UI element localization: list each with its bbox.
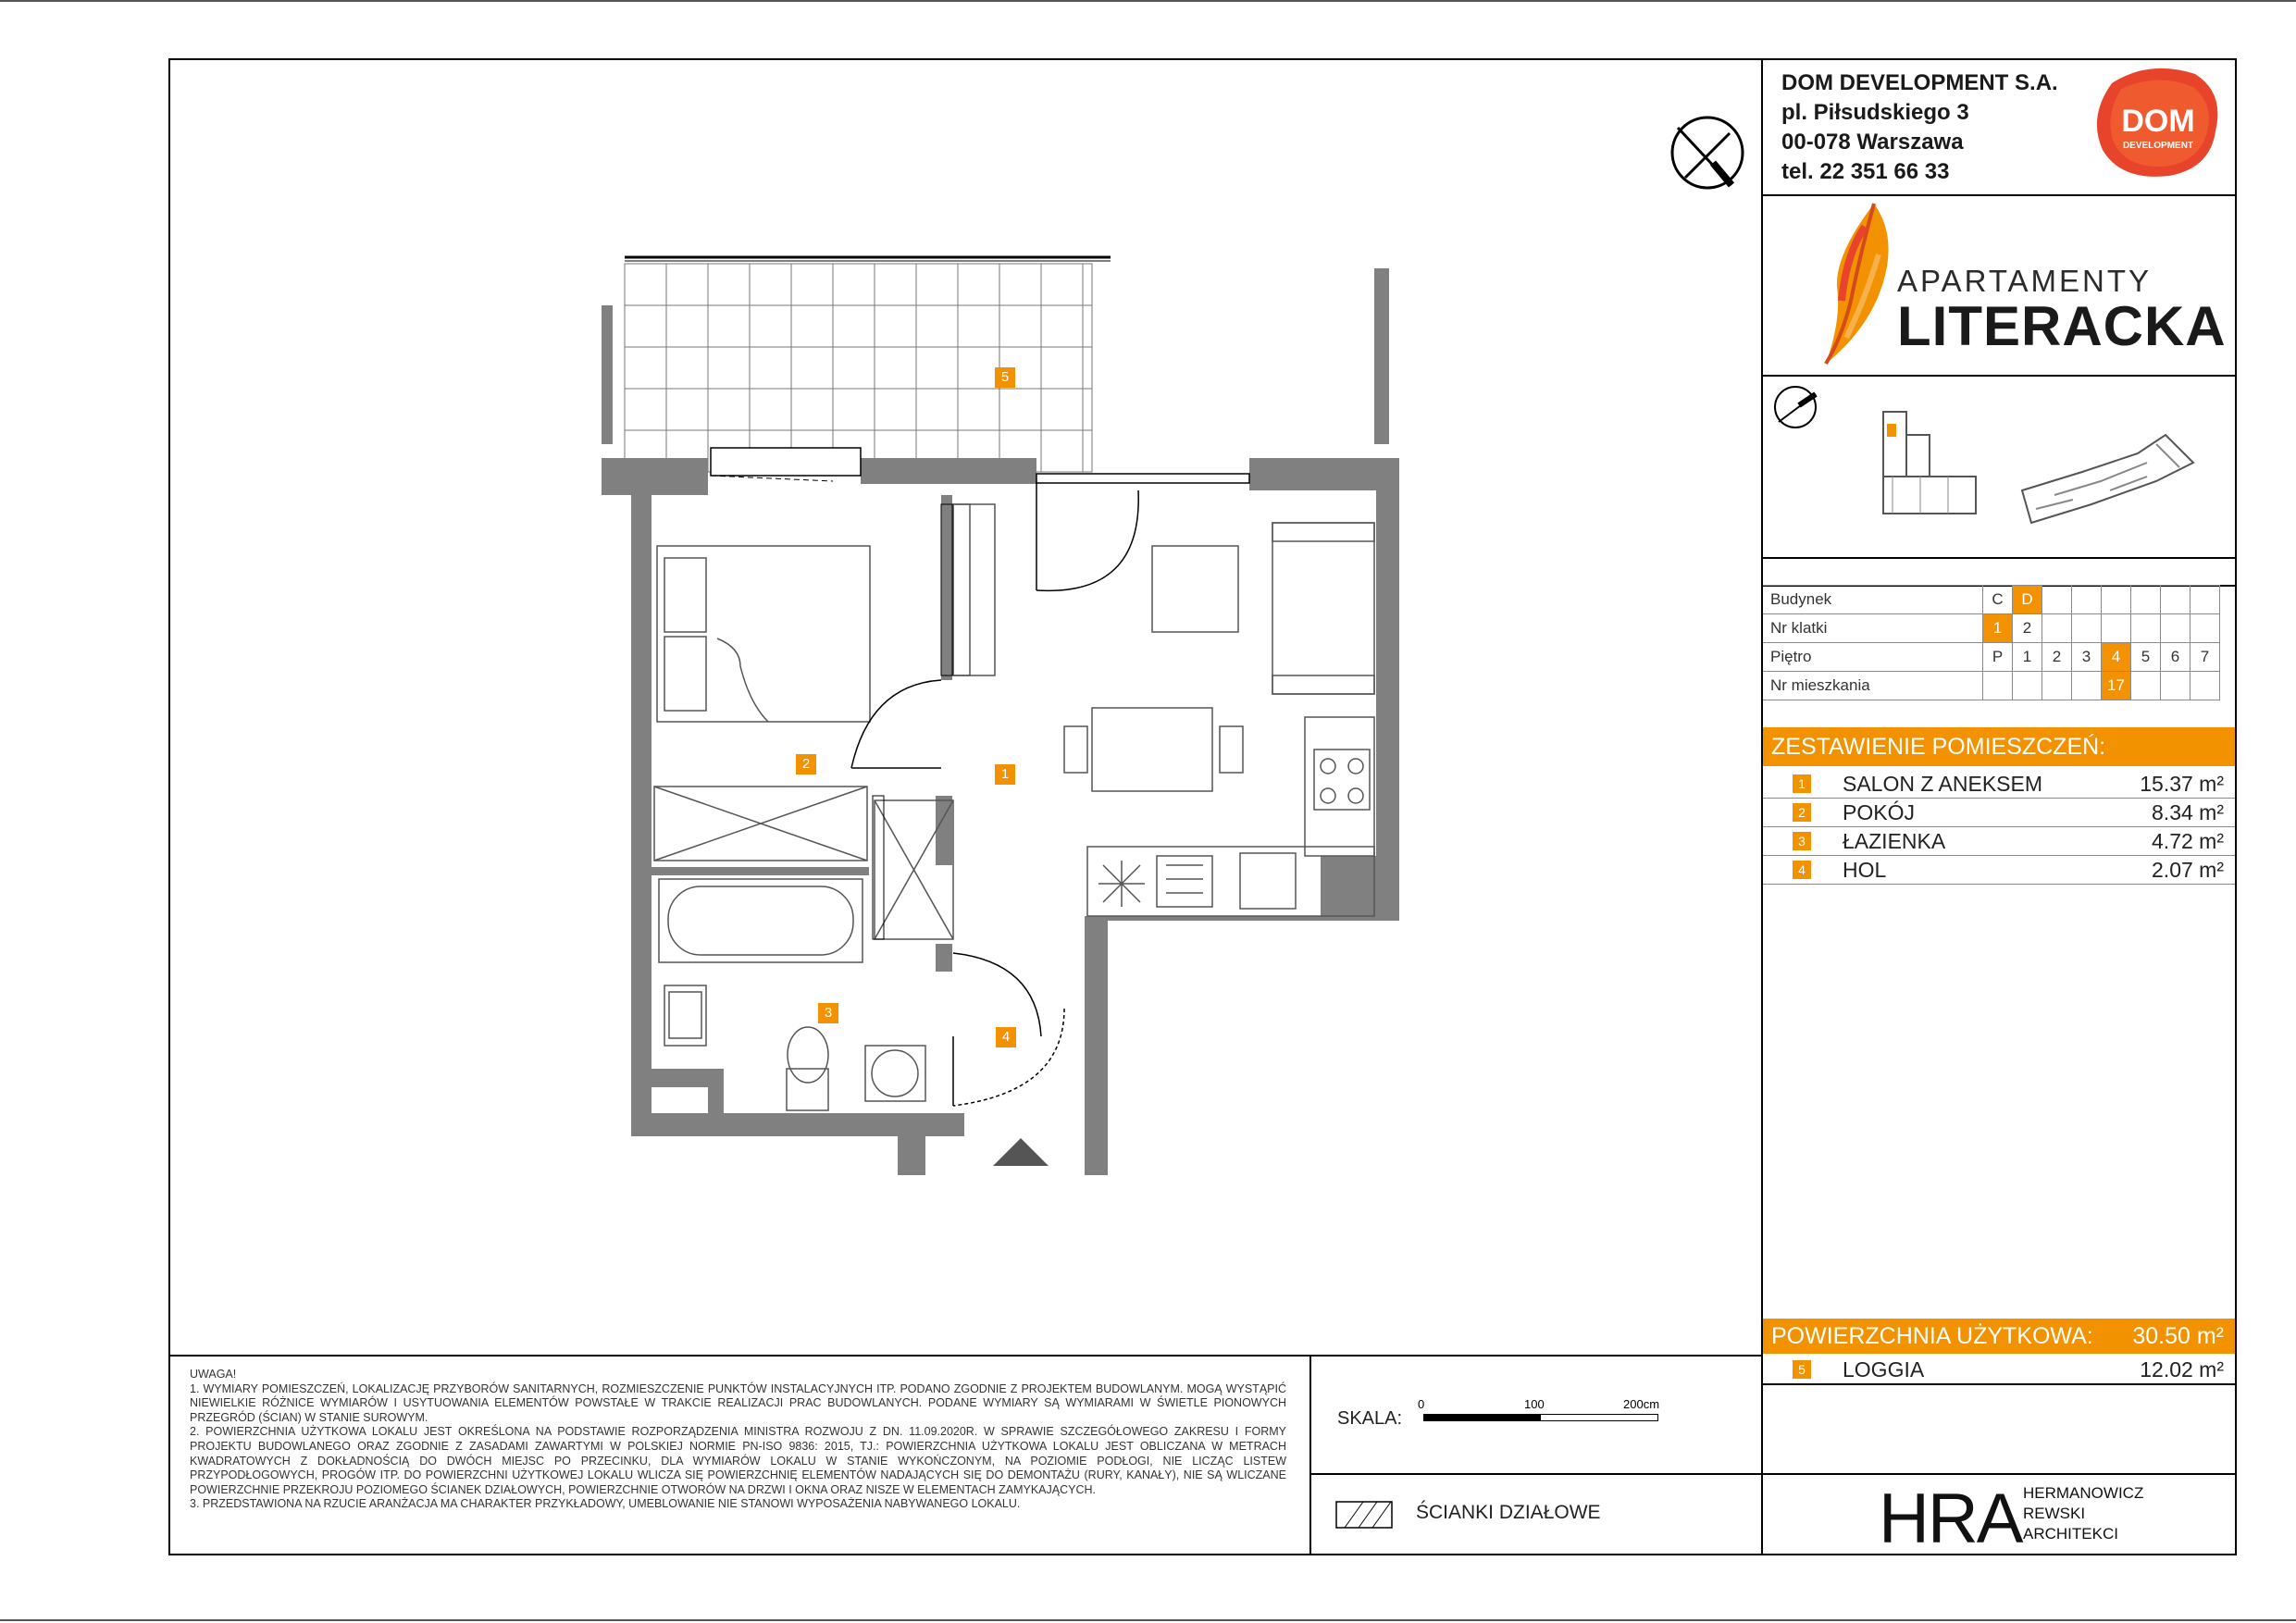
architect-logo: HRA [1879,1480,2022,1558]
plan-room-label: 4 [996,1027,1016,1047]
scale-tick: 200cm [1623,1397,1660,1411]
total-area-value: 30.50 m² [2132,1323,2224,1349]
room-number: 4 [1793,861,1811,879]
legend-label: ŚCIANKI DZIAŁOWE [1416,1502,1601,1523]
plan-room-label: 3 [818,1003,838,1023]
room-area: 4.72 m² [2152,829,2224,853]
scale-tick: 0 [1418,1397,1425,1411]
budynek-label: Budynek [1763,586,1983,614]
table-cell: 6 [2161,643,2191,672]
room-area: 2.07 m² [2152,858,2224,882]
brand-title: LITERACKA [1897,295,2227,357]
architect-line: ARCHITEKCI [2023,1525,2118,1542]
note-item: 2. POWIERZCHNIA UŻYTKOWA LOKALU JEST OKREŚLONA NA PODSTAWIE ROZPORZĄDZENIA MINISTRA ROZWOJU Z DN. 11.09.2020R. W SPRAWIE SZCZEGÓŁOWEGO ZAKRESU I FORMY PROJEKTU BUDOWLANEGO ORAZ ZGODNIE Z ZASADAMI ZAWARTYMI W POLSKIEJ NORMIE PN-ISO 9836: 2015, TJ.: POWIERZCHNIA UŻYTKOWA LOKALU JEST OBLICZANA W METRACH KWADRATOWYCH Z DOKŁADNOŚCIĄ DO DWÓCH MIEJSC PO PRZECINKU, DLA WYMIARÓW LOKALU W STANIE WYKOŃCZONYM, NA POZIOMIE PODŁOGI, NIE LICZĄC LISTEW PRZYPODŁOGOWYCH, PROGÓW ITP. DO POWIERZCHNI UŻYTKOWEJ LOKALU WLICZA SIĘ POWIERZCHNIĘ ELEMENTÓW NADAJĄCYCH SIĘ DO DEMONTAŻU (RURY, KANAŁY), NIE SĄ WLICZANE POWIERZCHNIE PRZEKROJU POZIOMEGO ŚCIANEK DZIAŁOWYCH, POWIERZCHNIE OTWORÓW NA DRZWI I OKNA ORAZ NISZE W ELEMENTACH ZAMYKAJĄCYCH. [190,1425,1286,1496]
company-street: pl. Piłsudskiego 3 [1781,100,1969,125]
architect-line: REWSKI [2023,1505,2086,1522]
table-cell: C [1983,586,2013,614]
company-phone: tel. 22 351 66 33 [1781,159,1950,184]
room-name: POKÓJ [1843,800,1915,824]
table-cell: 1 [2013,643,2042,672]
room-name: HOL [1843,858,1887,882]
brand-subtitle: APARTAMENTY [1897,264,2153,298]
room-name: ŁAZIENKA [1843,829,1946,853]
notes-title: UWAGA! [190,1368,237,1381]
room-area: 12.02 m² [2140,1357,2224,1381]
room-name: LOGGIA [1843,1357,1925,1381]
mieszkanie-label: Nr mieszkania [1763,672,1983,700]
table-cell-selected: D [2013,586,2042,614]
room-number: 3 [1793,832,1811,850]
table-cell: P [1983,643,2013,672]
table-cell: 7 [2191,643,2220,672]
pietro-label: Piętro [1763,643,1983,672]
note-item: 1. WYMIARY POMIESZCZEŃ, LOKALIZACJĘ PRZYBORÓW SANITARNYCH, ROZMIESZCZENIE PUNKTÓW INSTALACYJNYCH ITP. PODANO ZGODNIE Z PROJEKTEM BUDOWLANYM. MOGĄ WYSTĄPIĆ NIEWIELKIE RÓŻNICE WYMIARÓW I USYTUOWANIA ELEMENTÓW POWSTAŁE W TRAKCIE REALIZACJI PRAC BUDOWLANYCH. PODANE WYMIARY SĄ WYMIARAMI W ŚWIETLE PIONOWYCH PRZEGRÓD (ŚCIAN) W STANIE SUROWYM. [190,1381,1286,1424]
svg-text:DEVELOPMENT: DEVELOPMENT [2122,141,2194,151]
table-cell-selected: 17 [2102,672,2131,700]
rooms-header: ZESTAWIENIE POMIESZCZEŃ: [1763,727,2235,766]
plan-room-label: 1 [995,764,1015,785]
scale-tick: 100 [1524,1397,1545,1411]
total-area-label: POWIERZCHNIA UŻYTKOWA: [1771,1323,2093,1349]
svg-text:DOM: DOM [2121,104,2195,139]
klatka-label: Nr klatki [1763,614,1983,643]
room-number: 2 [1793,803,1811,822]
room-area: 15.37 m² [2140,772,2224,796]
table-cell: 2 [2013,614,2042,643]
plan-room-label: 5 [995,367,1015,388]
table-cell: 2 [2042,643,2072,672]
room-number: 1 [1793,774,1811,793]
company-name: DOM DEVELOPMENT S.A. [1781,70,2058,95]
note-item: 3. PRZEDSTAWIONA NA RZUCIE ARANŻACJA MA CHARAKTER PRZYKŁADOWY, UMEBLOWANIE NIE STANOWI WYPOSAŻENIA NABYWANEGO LOKALU. [190,1497,1021,1511]
plan-room-label: 2 [796,754,816,774]
table-cell: 3 [2072,643,2102,672]
company-city: 00-078 Warszawa [1781,130,1964,155]
table-cell-selected: 4 [2102,643,2131,672]
room-name: SALON Z ANEKSEM [1843,772,2043,796]
architect-line: HERMANOWICZ [2023,1484,2144,1502]
scale-label: SKALA: [1337,1408,1403,1429]
table-cell-selected: 1 [1983,614,2013,643]
room-area: 8.34 m² [2152,800,2224,824]
table-cell: 5 [2131,643,2161,672]
room-number: 5 [1793,1360,1811,1379]
